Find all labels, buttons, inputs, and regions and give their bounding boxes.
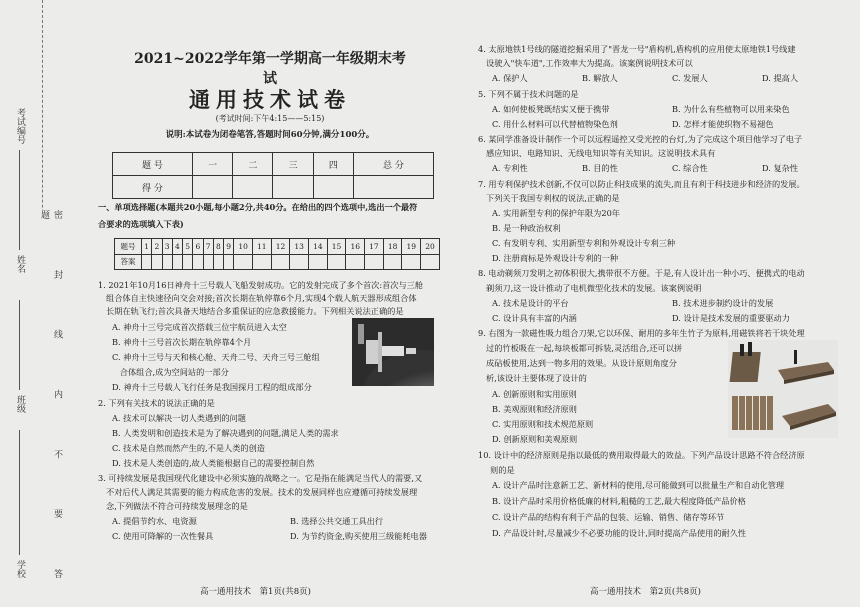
q2-option-c: C. 技术是自然而然产生的,不是人类的创造 bbox=[112, 443, 265, 453]
answer-input-cell[interactable] bbox=[162, 254, 172, 270]
q9-line: 过的竹板吸在一起,每块板都可拆装,灵活组合,还可以拼 bbox=[486, 343, 683, 353]
answer-number-cell: 1 bbox=[142, 239, 152, 255]
q1-option-b: B. 神舟十三号首次长期在轨停靠4个月 bbox=[112, 337, 252, 347]
answer-number-cell: 17 bbox=[365, 239, 384, 255]
answer-number-cell: 20 bbox=[421, 239, 440, 255]
school-line bbox=[19, 430, 20, 555]
score-cell: 四 bbox=[313, 153, 353, 176]
answer-number-cell: 19 bbox=[402, 239, 421, 255]
q5-stem: 5. 下列不属于技术问题的是 bbox=[478, 89, 579, 99]
q5-option-b: B. 为什么有些植物可以用来染色 bbox=[672, 104, 790, 114]
q1-option-d: D. 神舟十三号载人飞行任务是我国探月工程的组成部分 bbox=[112, 382, 312, 392]
name-label: 姓名 bbox=[15, 255, 25, 273]
q2-option-d: D. 技术是人类创造的,故人类能根据自己的需要控制自然 bbox=[112, 458, 315, 468]
answer-input-cell[interactable] bbox=[271, 254, 290, 270]
q7-option-c: C. 有发明专利、实用新型专利和外观设计专利三种 bbox=[492, 238, 676, 248]
score-table bbox=[112, 152, 434, 199]
score-cell: 二 bbox=[233, 153, 273, 176]
answer-table bbox=[114, 238, 440, 270]
answer-number-cell: 14 bbox=[309, 239, 328, 255]
q2-option-a: A. 技术可以解决一切人类遇到的问题 bbox=[112, 413, 246, 423]
q3-line: 念,下列做法不符合可持续发展理念的是 bbox=[106, 501, 248, 511]
answer-number-cell: 16 bbox=[346, 239, 365, 255]
binding-strip bbox=[0, 0, 62, 607]
q9-line: 成砧板使用,达到一物多用的效果。从设计原则角度分 bbox=[486, 358, 677, 368]
q7-option-a: A. 实用新型专利的保护年限为20年 bbox=[492, 208, 620, 218]
answer-input-cell[interactable] bbox=[402, 254, 421, 270]
answer-number-cell: 9 bbox=[224, 239, 234, 255]
score-input-cell[interactable] bbox=[313, 176, 353, 199]
answer-input-cell[interactable] bbox=[309, 254, 328, 270]
q5-option-c: C. 用什么材料可以代替植物染色剂 bbox=[492, 119, 618, 129]
q6-option-a: A. 专利性 bbox=[492, 163, 528, 173]
exam-title: 2021~2022学年第一学期高一年级期末考试 bbox=[134, 51, 406, 87]
q5-option-d: D. 怎样才能使织物不易褪色 bbox=[672, 119, 774, 129]
q9-option-d: D. 创新原则和美观原则 bbox=[492, 434, 578, 444]
answer-number-cell: 3 bbox=[162, 239, 172, 255]
answer-label-cell: 答案 bbox=[115, 254, 142, 270]
answer-input-cell[interactable] bbox=[183, 254, 193, 270]
exam-note: 说明:本试卷为闭卷笔答,答题时间60分钟,满分100分。 bbox=[165, 130, 375, 140]
q3-option-d: D. 为节约资金,购买使用三级能耗电器 bbox=[290, 531, 427, 541]
q1-option-c: C. 神舟十三号与天和核心舱、天舟二号、天舟三号三舱组 bbox=[112, 352, 320, 362]
score-cell: 一 bbox=[192, 153, 232, 176]
q1-line: 1. 2021年10月16日神舟十三号载人飞船发射成功。它的发射完成了多个首次:首次与三舱 bbox=[98, 280, 424, 290]
answer-header-cell: 题号 bbox=[115, 239, 142, 255]
page-footer-left: 高一通用技术 第1页(共8页) bbox=[200, 587, 311, 597]
section1-instruction: 一、单项选择题(本题共20小题,每小题2分,共40分。在给出的四个选项中,选出一个最符 bbox=[98, 202, 418, 212]
answer-input-cell[interactable] bbox=[234, 254, 253, 270]
q4-option-d: D. 提高人 bbox=[762, 73, 799, 83]
q7-line: 下列关于我国专利权的说法,正确的是 bbox=[486, 193, 620, 203]
page-footer-right: 高一通用技术 第2页(共8页) bbox=[590, 587, 701, 597]
score-cell: 三 bbox=[273, 153, 313, 176]
answer-input-cell[interactable] bbox=[346, 254, 365, 270]
score-cell: 题 号 bbox=[113, 153, 193, 176]
q9-option-b: B. 美观原则和经济原则 bbox=[492, 404, 577, 414]
q2-option-b: B. 人类发明和创造技术是为了解决遇到的问题,满足人类的需求 bbox=[112, 428, 339, 438]
answer-input-cell[interactable] bbox=[421, 254, 440, 270]
q7-option-d: D. 注册商标是外观设计专利的一种 bbox=[492, 253, 619, 263]
q3-option-a: A. 提倡节约水、电资源 bbox=[112, 516, 197, 526]
answer-number-cell: 5 bbox=[183, 239, 193, 255]
q9-option-a: A. 创新原则和实用原则 bbox=[492, 389, 577, 399]
q6-line: 6. 某同学准备设计制作一个可以远程遥控又受光控的台灯,为了完成这个项目他学习了电子 bbox=[478, 134, 803, 144]
answer-fill-row bbox=[115, 254, 440, 270]
q9-option-c: C. 实用原则和技术规范原则 bbox=[492, 419, 594, 429]
score-table-row bbox=[113, 153, 434, 176]
q8-option-d: D. 设计是技术发展的重要驱动力 bbox=[672, 313, 790, 323]
answer-input-cell[interactable] bbox=[290, 254, 309, 270]
answer-number-cell: 11 bbox=[252, 239, 271, 255]
exam-time: (考试时间:下午4:15——5:15) bbox=[215, 114, 325, 123]
answer-input-cell[interactable] bbox=[327, 254, 346, 270]
q6-option-b: B. 目的性 bbox=[582, 163, 618, 173]
q10-option-a: A. 设计产品时注意新工艺、新材料的使用,尽可能做到可以批量生产和自动化管理 bbox=[492, 480, 785, 490]
score-input-cell[interactable] bbox=[192, 176, 232, 199]
seal-text: 密 封 线 内 不 要 答 题 bbox=[38, 210, 64, 607]
answer-input-cell[interactable] bbox=[213, 254, 223, 270]
q6-line: 感应知识、电路知识、无线电知识等有关知识。这说明技术具有 bbox=[486, 148, 716, 158]
score-cell: 得 分 bbox=[113, 176, 193, 199]
q10-option-b: B. 设计产品时采用价格低廉的材料,粗糙的工艺,最大程度降低产品价格 bbox=[492, 496, 746, 506]
q3-line: 3. 可持续发展是我国现代化建设中必须实施的战略之一。它是指在能满足当代人的需要,又 bbox=[98, 473, 423, 483]
name-line bbox=[19, 150, 20, 250]
q1-option-c-cont: 合体组合,成为空间站的一部分 bbox=[112, 367, 229, 377]
paper-title: 通用技术试卷 bbox=[189, 88, 351, 112]
class-line bbox=[19, 300, 20, 390]
q1-line: 组合体自主快速径向交会对接;首次长期在轨停靠6个月,实现4个载人航天器形成组合体 bbox=[106, 293, 417, 303]
answer-input-cell[interactable] bbox=[142, 254, 152, 270]
answer-input-cell[interactable] bbox=[224, 254, 234, 270]
answer-input-cell[interactable] bbox=[383, 254, 402, 270]
q7-option-b: B. 是一种政治权利 bbox=[492, 223, 561, 233]
q1-option-a: A. 神舟十三号完成首次搭载三位宇航员进入太空 bbox=[112, 322, 287, 332]
answer-number-cell: 10 bbox=[234, 239, 253, 255]
q4-line: 4. 太原地铁1号线的隧道挖掘采用了"晋龙一号"盾构机,盾构机的应用使太原地铁1号线建 bbox=[478, 44, 796, 54]
q10-line: 10. 设计中的经济原则是指以最低的费用取得最大的效益。下列产品设计思路不符合经济原 bbox=[478, 450, 805, 460]
answer-number-cell: 4 bbox=[172, 239, 182, 255]
answer-number-cell: 13 bbox=[290, 239, 309, 255]
answer-number-cell: 12 bbox=[271, 239, 290, 255]
q1-line: 长期在轨飞行;首次具备天地结合多重保证的应急救援能力。下列相关说法正确的是 bbox=[106, 306, 404, 316]
class-label: 班级 bbox=[15, 395, 25, 413]
answer-number-cell: 2 bbox=[152, 239, 162, 255]
q4-line: 设驶入"快车道",工作效率大为提高。该案例说明技术可以 bbox=[486, 58, 693, 68]
answer-input-cell[interactable] bbox=[152, 254, 162, 270]
q9-line: 9. 右图为一款磁性吸力组合刀架,它以环保、耐用的多年生竹子为原料,用磁铁将若干块处理 bbox=[478, 328, 805, 338]
q7-line: 7. 用专利保护技术创新,不仅可以防止科技成果的流失,而且有利于科技进步和经济的发展。 bbox=[478, 179, 805, 189]
answer-number-row bbox=[115, 239, 440, 255]
answer-input-cell[interactable] bbox=[203, 254, 213, 270]
answer-input-cell[interactable] bbox=[193, 254, 203, 270]
answer-number-cell: 8 bbox=[213, 239, 223, 255]
q2-stem: 2. 下列有关技术的说法正确的是 bbox=[98, 398, 215, 408]
q10-option-c: C. 设计产品的结构有利于产品的包装、运输、销售、储存等环节 bbox=[492, 512, 725, 522]
score-input-cell[interactable] bbox=[233, 176, 273, 199]
q8-line: 剃须刀,这一设计推动了电机微型化技术的发展。该案例说明 bbox=[486, 283, 702, 293]
answer-number-cell: 15 bbox=[327, 239, 346, 255]
exam-number-label: 考试编号 bbox=[15, 108, 25, 144]
answer-input-cell[interactable] bbox=[365, 254, 384, 270]
answer-number-cell: 18 bbox=[383, 239, 402, 255]
q9-line: 析,该设计主要体现了设计的 bbox=[486, 373, 587, 383]
answer-input-cell[interactable] bbox=[172, 254, 182, 270]
q8-option-c: C. 设计具有丰富的内涵 bbox=[492, 313, 577, 323]
q5-option-a: A. 如何使板凳既结实又便于携带 bbox=[492, 104, 610, 114]
score-input-cell[interactable] bbox=[273, 176, 313, 199]
score-input-cell[interactable] bbox=[353, 176, 433, 199]
q8-line: 8. 电动剃须刀发明之初体积很大,携带很不方便。于是,有人设计出一种小巧、便携式的电动 bbox=[478, 268, 805, 278]
q3-option-b: B. 选择公共交通工具出行 bbox=[290, 516, 384, 526]
answer-number-cell: 6 bbox=[193, 239, 203, 255]
space-station-illustration bbox=[352, 318, 434, 386]
answer-input-cell[interactable] bbox=[252, 254, 271, 270]
q6-option-c: C. 综合性 bbox=[672, 163, 708, 173]
q3-line: 不对后代人满足其需要的能力构成危害的发展。技术的发展同样也应遵循可持续发展理 bbox=[106, 487, 418, 497]
q4-option-b: B. 解放人 bbox=[582, 73, 618, 83]
knife-rack-photos bbox=[728, 340, 838, 438]
knife-rack-illustration bbox=[728, 340, 838, 438]
answer-number-cell: 7 bbox=[203, 239, 213, 255]
q8-option-a: A. 技术是设计的平台 bbox=[492, 298, 569, 308]
q8-option-b: B. 技术进步制约设计的发展 bbox=[672, 298, 774, 308]
q3-option-c: C. 使用可降解的一次性餐具 bbox=[112, 531, 214, 541]
q4-option-a: A. 保护人 bbox=[492, 73, 528, 83]
spacecraft-photo bbox=[352, 318, 434, 386]
score-cell: 总 分 bbox=[353, 153, 433, 176]
q10-line: 则的是 bbox=[490, 465, 515, 475]
section1-instruction-cont: 合要求的选项填入下表) bbox=[98, 219, 184, 229]
q4-option-c: C. 发展人 bbox=[672, 73, 708, 83]
school-label: 学校 bbox=[15, 560, 25, 578]
q10-option-d: D. 产品设计时,尽量减少不必要功能的设计,同时提高产品使用的耐久性 bbox=[492, 528, 747, 538]
q6-option-d: D. 复杂性 bbox=[762, 163, 799, 173]
score-table-row bbox=[113, 176, 434, 199]
